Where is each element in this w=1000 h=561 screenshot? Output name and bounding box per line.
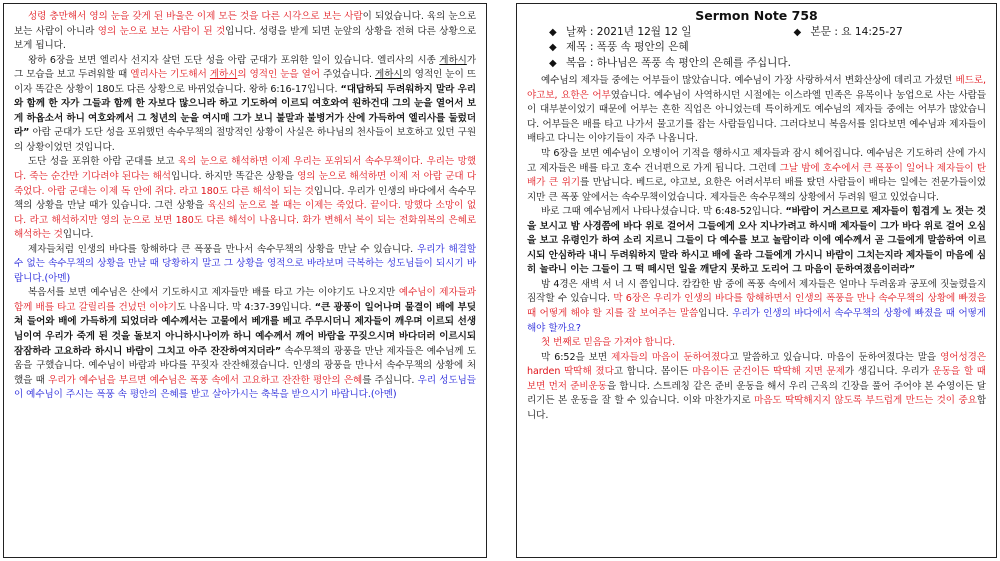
text-run: 게하시 (439, 54, 467, 66)
text-run: 입니다. (698, 307, 733, 319)
text-run: 주었습니다. (320, 69, 376, 81)
highlighted-text: 베드로, 야고보, 요한은 어부 (527, 75, 986, 101)
text-run: 였습니다. 예수님이 사역하시던 시절에는 이스라엘 민족은 유목이나 농업으로 사는 사람들이 대부분이었기 때문에 어부는 흔한 직업은 아니었는데 특이하게도 예수님의 제자들 중에는 어부가 많았습니다. 어부들은 배를 타고 나가서 물고기를 잡는 사람들입니다. 그러다보니 복음서를 읽다보면 예수님과 제자들이 배타고 다니는 이야기들이 자주 나옵니다. (527, 89, 986, 145)
highlighted-text: 막 6장은 우리가 인생의 바다를 항해하면서 인생의 폭풍을 만나 속수무책의 상황에 빠졌을 때 어떻게 해야 할 지를 잘 보여주는 말씀 (527, 293, 986, 319)
highlighted-text: 운동을 할 때 보면 먼저 준비운동 (527, 366, 986, 392)
highlighted-text: 영의 눈으로 해석하면 이제 저 아람 군대 다 죽었다. 아람 군대는 이제 독 안에 쥐다. 라고 180도 다른 해석이 되는 것 (14, 171, 476, 197)
text-run: 입니다. (62, 229, 94, 241)
paragraph (14, 286, 476, 402)
text-run: 의 영적인 눈이 뜨이자 똑같은 상황이 180도 다른 상황으로 바뀌었습니다. 왕하 6:16-17입니다. (14, 69, 476, 95)
diamond-bullet-icon: ◆ (793, 27, 802, 38)
paragraph (14, 155, 476, 242)
scripture-quote: “바람이 거스르므로 제자들이 힘겹게 노 젓는 것을 보시고 밤 사경쯤에 바다 위로 걸어서 그들에게 오사 지나가려고 하시매 제자들이 그가 바다 위로 걸어 오심을 보고 유령인가 하여 소리 지르니 그들이 다 예수를 보고 놀람이라 이에 예수께서 곧 그들에게 말씀하여 이르시되 안심하라 내니 두려워하지 말라 하시고 배에 올라 그들에게 가시니 바람이 그치는지라 제자들이 마음에 심히 놀라니 이는 그들이 그 떡 떼시던 일을 깨닫지 못하고 도리어 그 마음이 둔하여졌음이러라” (527, 206, 986, 276)
highlighted-text: 성령 충만해서 영의 눈을 갖게 된 바울은 이제 모든 것을 다른 시각으로 보는 사람 (28, 11, 363, 22)
info-row-subject (549, 40, 986, 55)
highlighted-text: 육신의 눈으로 볼 때는 이제는 죽었다. 끝이다. 망했다 소망이 없다. 라고 해석하지만 영의 눈으로 보면 180도 다른 해석이 나옵니다. 화가 변해서 복이 되는 전화위복의 은혜로 해석하는 것 (14, 200, 477, 241)
highlighted-text: 제자들의 마음이 둔하여졌다 (611, 351, 730, 363)
text-run: 밤 4경은 새벽 서 너 시 쯤입니다. 캄캄한 밤 중에 폭풍 속에서 제자들은 얼마나 두려움과 공포에 짓눌렸을지 짐작할 수 있습니다. (527, 278, 986, 305)
highlighted-text: 우리가 인생의 바다에서 속수무책의 상황에 빠졌을 때 어떻게 해야 할까요? (527, 307, 986, 334)
gospel-label: 복음 : 하나님은 폭풍 속 평안의 은혜를 주십니다. (566, 56, 791, 69)
text-run: 막 6장을 보면 예수님이 오병이어 기적을 행하시고 제자들과 잠시 헤어집니다. 예수님은 기도하러 산에 가시고 제자들은 배를 타고 호수 건너편으로 가게 됩니다. 그런데 (527, 147, 986, 174)
paragraph (527, 205, 986, 278)
text-run: 고 합니다. 몸이든 (613, 366, 693, 378)
scripture-quote: “큰 광풍이 일어나며 물결이 배에 부딪쳐 들어와 배에 가득하게 되었더라 예수께서는 고물에서 베개를 베고 주무시더니 제자들이 깨우며 이르되 선생님이여 우리가 죽게 된 것을 돌보지 아니하시나이까 하니 예수께서 깨어 바람을 꾸짖으시며 바다더러 이르시되 잠잠하라 고요하라 하시니 바람이 그치고 아주 잔잔하여지더라” (14, 301, 476, 357)
text-run: 속수무책의 광풍을 만난 제자들은 예수님께 도움을 구했습니다. 예수님이 바람과 바다를 꾸짖자 잔잔해졌습니다. 인생의 광풍을 만나서 속수무책의 상황에 처했을 때 (14, 345, 476, 386)
scripture-label: 본문 : 요 14:25-27 (810, 26, 903, 38)
paragraph (527, 74, 986, 147)
highlighted-text: 그날 밤에 호수에서 큰 폭풍이 일어나 제자들이 탄 배가 큰 위기 (527, 162, 986, 189)
text-run: 예수님의 제자들 중에는 어부들이 많았습니다. 예수님이 가장 사랑하셔서 변화산상에 데리고 가셨던 (541, 75, 956, 87)
text-run: 를 주십니다. (362, 374, 418, 386)
text-run: 도단 성을 포위한 아람 군대를 보고 (28, 156, 179, 168)
text-run: 제자들처럼 인생의 바다를 항해하다 큰 폭풍을 만나서 속수무책의 상황을 만날 수 있습니다. (28, 243, 418, 255)
left-document-page (3, 3, 487, 558)
paragraph (527, 351, 986, 424)
highlighted-text: 마음도 딱딱해지지 않도록 부드럽게 만드는 것이 중요 (754, 395, 977, 407)
highlighted-text: 게하시 (209, 69, 238, 81)
info-row-gospel (549, 56, 986, 71)
text-run: 을 합니다. 스트레칭 같은 준비 운동을 해서 우리 근육의 긴장을 풀어 주어야 본 수영이든 달리기든 본 운동을 잘 할 수 있습니다. 이와 마찬가지로 (527, 380, 986, 407)
highlighted-text: 우리가 해결할 수 없는 속수무책의 상황을 만날 때 당황하지 말고 그 상황을 영적으로 바라보며 극복하는 성도님들이 되시기 바랍니다.(아멘) (14, 243, 476, 284)
highlighted-text: 첫 번째로 믿음을 가져야 합니다. (541, 337, 676, 349)
date-label: 날짜 : 2021년 12월 12 일 (566, 26, 692, 38)
diamond-bullet-icon: ◆ (549, 57, 557, 69)
text-run: 복음서를 보면 예수님은 산에서 기도하시고 제자들만 배를 타고 가는 이야기도 나오지만 (28, 287, 399, 299)
text-run: 바로 그때 예수님께서 나타나셨습니다. 막 6:48-52입니다. (541, 206, 786, 218)
text-run: 도 나옵니다. 막 4:37-39입니다. (176, 301, 315, 313)
highlighted-text: 의 영적인 눈을 열어 (237, 69, 320, 81)
highlighted-text: 예수님이 제자들과 함께 배를 타고 갈릴리를 건넜던 이야기 (14, 287, 477, 313)
text-run: 이 되었습니다. 육의 눈으로 보는 사람이 아니라 (14, 11, 476, 37)
paragraph (14, 10, 476, 54)
text-run: 입니다. 성령을 받게 되면 눈앞의 상황을 전혀 다른 상황으로 보게 됩니다. (14, 25, 476, 52)
paragraph (527, 147, 986, 205)
paragraph (14, 54, 476, 156)
scripture-quote: “대답하되 두려워하지 말라 우리와 함께 한 자가 그들과 함께 한 자보다 많으니라 하고 기도하여 이르되 여호와여 원하건대 그의 눈을 열어서 보게 하옵소서 하니 여호와께서 그 청년의 눈을 여시매 그가 보니 불말과 불병거가 산에 가득하여 엘리사를 둘렀더라” (14, 83, 476, 139)
paragraph (14, 243, 476, 287)
highlighted-text: 엘리사는 기도해서 (130, 69, 210, 81)
text-run: 를 만납니다. 베드로, 야고보, 요한은 어려서부터 배를 탔던 사람들이 배타는 일에는 전문가들이었지만 큰 폭풍 앞에서는 속수무책이었습니다. 제자들은 속수무책의 상황에서 두려워 떨고 있었습니다. (527, 177, 986, 203)
text-run: 아람 군대가 도단 성을 포위했던 속수무책의 절망적인 상황이 사실은 하나님의 천사들이 보호하고 있던 구원의 상황이었던 것입니다. (14, 127, 476, 153)
paragraph (527, 336, 986, 351)
text-run: 게하시 (375, 69, 403, 81)
diamond-bullet-icon: ◆ (549, 27, 557, 38)
info-row-date-scripture (549, 25, 986, 40)
text-run: 합니다. (527, 395, 987, 421)
highlighted-text: 영어성경은 harden 딱딱해 졌다 (527, 351, 986, 378)
text-run: 고 말씀하고 있습니다. 마음이 둔하여졌다는 말을 (729, 351, 941, 363)
subject-label: 제목 : 폭풍 속 평안의 은혜 (566, 41, 689, 54)
highlighted-text: 우리 성도님들이 예수님이 주시는 폭풍 속 평안의 은혜를 받고 살아가시는 축복을 받으시기 바랍니다.(아멘) (14, 374, 476, 401)
text-run: 왕하 6장을 보면 엘리사 선지자 살던 도단 성을 아람 군대가 포위한 일이 있습니다. 엘리사의 시종 (28, 54, 440, 66)
highlighted-text: 영의 눈으로 보는 사람이 된 것 (97, 25, 226, 37)
sermon-body (527, 74, 986, 423)
paragraph (527, 278, 986, 336)
text-run: 입니다. 하지만 똑같은 상황을 (170, 171, 298, 183)
highlighted-text: 우리가 예수님을 부르면 예수님은 폭풍 속에서 고요하고 잔잔한 평안의 은혜 (48, 374, 363, 386)
text-run: 막 6:52을 보면 (541, 351, 612, 363)
highlighted-text: 마음이든 굳건이든 딱딱해 지면 문제 (692, 366, 845, 378)
text-run: 입니다. 우리가 인생의 바다에서 속수무책의 상황을 만날 때가 있습니다. 그런 상황을 (14, 185, 476, 212)
text-run: 가 그 모습을 보고 두려워할 때 (14, 54, 476, 81)
sermon-note-title: Sermon Note 758 (695, 8, 818, 23)
text-run: 가 생깁니다. 우리가 (844, 366, 933, 378)
right-document-page (516, 3, 997, 558)
highlighted-text: 육의 눈으로 해석하면 이제 우리는 포위되서 속수무책이다. 우리는 망했다. 죽는 순간만 기다려야 된다는 해석 (14, 156, 477, 183)
diamond-bullet-icon: ◆ (549, 42, 557, 54)
